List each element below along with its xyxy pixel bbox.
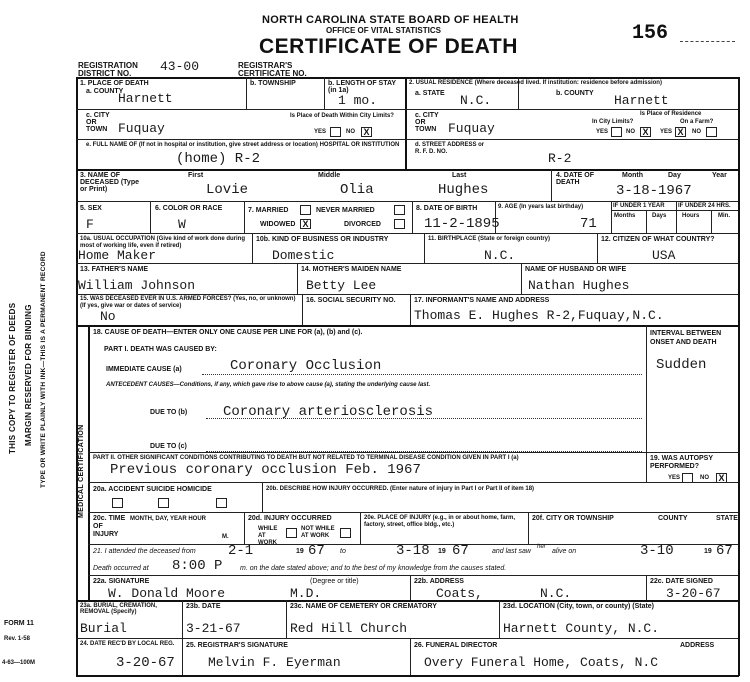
birthplace-label: 11. BIRTHPLACE (State or foreign country) <box>428 236 551 242</box>
res-farm-label: On a Farm? <box>680 119 714 125</box>
signature-label: 22a. SIGNATURE <box>93 578 150 585</box>
while-work-box[interactable] <box>286 528 297 538</box>
pod-city: Fuquay <box>118 121 165 136</box>
first-name: Lovie <box>206 182 249 198</box>
sig-address-label: 22b. ADDRESS <box>414 578 464 585</box>
degree-label: (Degree or title) <box>310 578 359 585</box>
funeral-director: Overy Funeral Home, Coats, N.C <box>424 655 659 670</box>
form-revision: Rev. 1-58 <box>4 636 30 642</box>
informant: Thomas E. Hughes R-2,Fuquay,N.C. <box>414 308 664 323</box>
res-state: N.C. <box>460 93 492 108</box>
side-margin-note: MARGIN RESERVED FOR BINDING <box>24 304 33 446</box>
color: W <box>178 217 186 232</box>
informant-label: 17. INFORMANT'S NAME AND ADDRESS <box>414 297 550 304</box>
middle-label: Middle <box>318 172 341 179</box>
antecedent-label: ANTECEDENT CAUSES—Conditions, if any, which gave rise to above cause (a), stating the underlying cause last. <box>106 382 431 388</box>
side-permanent-note: TYPE OR WRITE PLAINLY WITH INK—THIS IS A PERMANENT RECORD <box>40 251 47 488</box>
alive-date: 3-10 <box>640 543 674 559</box>
attended-to: 3-18 <box>396 543 430 559</box>
registrar: Melvin F. Eyerman <box>208 655 341 670</box>
res-no2: NO <box>692 129 701 135</box>
removal-label: 23a. BURIAL, CREMATION, REMOVAL (Specify) <box>80 603 157 615</box>
pod-hospital-label: e. FULL NAME OF (If not in hospital or institution, give street address or location) HOSPITAL OR INSTITUTION <box>86 142 400 148</box>
sig-address-state: N.C. <box>540 586 572 601</box>
reg-district-value: 43-00 <box>160 59 200 74</box>
director-label: 26. FUNERAL DIRECTOR <box>414 642 498 649</box>
res-street-label: d. STREET ADDRESS or R. F. D. NO. <box>415 142 485 155</box>
armed-forces: No <box>100 309 116 324</box>
due-c-label: DUE TO (c) <box>150 443 187 450</box>
part2-value: Previous coronary occlusion Feb. 1967 <box>110 462 421 478</box>
occurred-time: 8:00 P <box>172 558 223 574</box>
res-farm-yes-box[interactable]: X <box>675 127 686 137</box>
res-no1: NO <box>626 129 635 135</box>
injury-time-cols: MONTH, DAY, YEAR HOUR <box>130 516 207 522</box>
res-county: Harnett <box>614 93 669 108</box>
occupation-label: 10a. USUAL OCCUPATION (Give kind of work done during most of working life, even if retired) <box>80 236 246 249</box>
autopsy-yes: YES <box>668 475 681 481</box>
date-signed: 3-20-67 <box>666 586 721 601</box>
death-date: 3-18-1967 <box>616 183 692 199</box>
burial-date-label: 23b. DATE <box>186 603 221 610</box>
res-yes2: YES <box>660 129 673 135</box>
recd: 3-20-67 <box>116 655 175 671</box>
day-label: Day <box>668 172 681 179</box>
occurred-label: Death occurred at <box>93 565 149 572</box>
not-work-label: NOT WHILE AT WORK <box>301 526 335 539</box>
not-work-box[interactable] <box>340 528 351 538</box>
sex-label: 5. SEX <box>80 205 102 212</box>
res-county-label: b. COUNTY <box>556 90 594 97</box>
birth-label: 8. DATE OF BIRTH <box>416 205 478 212</box>
injury-city-label: 20f. CITY OR TOWNSHIP <box>532 515 614 522</box>
sig-address: Coats, <box>436 586 483 601</box>
interval-label: INTERVAL BETWEEN ONSET AND DEATH <box>650 330 722 346</box>
divorced-box[interactable] <box>394 219 405 229</box>
certificate-number: 156 <box>632 22 669 45</box>
immediate-label: IMMEDIATE CAUSE (a) <box>106 366 182 373</box>
to-year-prefix: 19 <box>438 548 446 555</box>
age: 71 <box>580 216 597 232</box>
first-label: First <box>188 172 204 179</box>
hours-label: Hours <box>682 213 700 219</box>
residence-label: 2. USUAL RESIDENCE (Where deceased lived. If institution: residence before admission) <box>409 80 662 86</box>
age-label: 9. AGE (In years last birthday) <box>498 204 584 210</box>
married-box[interactable] <box>300 205 311 215</box>
injury-state-label: STATE <box>716 515 738 522</box>
res-yes1: YES <box>596 129 609 135</box>
pod-length-label: b. LENGTH OF STAY (in 1a) <box>328 80 396 94</box>
medical-cert-label: MEDICAL CERTIFICATION <box>78 424 85 518</box>
injury-m-label: M. <box>222 534 229 540</box>
res-place-label: Is Place of Residence <box>640 111 702 117</box>
spouse-label: NAME OF HUSBAND OR WIFE <box>525 266 627 273</box>
date-signed-label: 22c. DATE SIGNED <box>650 578 713 585</box>
cemetery: Red Hill Church <box>290 621 408 636</box>
alive-on-label: alive on <box>552 548 577 555</box>
never-married-box[interactable] <box>394 205 405 215</box>
citizen-label: 12. CITIZEN OF WHAT COUNTRY? <box>601 236 715 243</box>
to-label: to <box>340 548 346 555</box>
month-label: Month <box>622 172 643 179</box>
part2-label: PART II. OTHER SIGNIFICANT CONDITIONS CONTRIBUTING TO DEATH BUT NOT RELATED TO TERMINAL DISEASE CONDITION GIVEN IN PART I (a) <box>93 455 519 461</box>
middle-name: Olia <box>340 182 374 198</box>
birth-date: 11-2-1895 <box>424 216 500 232</box>
occupation: Home Maker <box>78 248 157 263</box>
injury-time-label: 20c. TIME OF INJURY <box>93 515 126 538</box>
business: Domestic <box>272 248 335 263</box>
armed-forces-label: 15. WAS DECEASED EVER IN U.S. ARMED FORCES? (Yes, no, or unknown) (If yes, give war or dates of service) <box>80 296 296 309</box>
attended-label: 21. I attended the deceased from <box>93 548 196 555</box>
immediate-cause: Coronary Occlusion <box>230 358 382 374</box>
color-label: 6. COLOR OR RACE <box>155 205 223 212</box>
last-label: Last <box>452 172 467 179</box>
never-married-label: NEVER MARRIED <box>316 207 375 214</box>
part1-label: PART I. DEATH WAS CAUSED BY: <box>104 346 217 353</box>
autopsy-label: 19. WAS AUTOPSY PERFORMED? <box>650 455 713 470</box>
res-street: R-2 <box>548 151 572 166</box>
under1-label: IF UNDER 1 YEAR <box>613 203 665 209</box>
mother: Betty Lee <box>306 278 377 293</box>
under24-label: IF UNDER 24 HRS. <box>678 203 731 209</box>
side-copy-note: THIS COPY TO REGISTER OF DEEDS <box>8 302 17 454</box>
months-label: Months <box>614 213 636 219</box>
signature: W. Donald Moore <box>108 586 226 601</box>
res-city-label: c. CITY OR TOWN <box>415 112 439 133</box>
registrar-cert-label: REGISTRAR'S CERTIFICATE NO. <box>238 61 307 78</box>
suicide-box[interactable] <box>158 498 169 508</box>
pod-limits-no-box[interactable]: X <box>361 127 372 137</box>
name-label: 3. NAME OF DECEASED (Type or Print) <box>80 172 139 193</box>
res-limits-label: In City Limits? <box>592 119 634 125</box>
attended-from-year: 67 <box>308 543 325 559</box>
widowed-box[interactable]: X <box>300 219 311 229</box>
cause-label: 18. CAUSE OF DEATH—ENTER ONLY ONE CAUSE PER LINE FOR (a), (b) and (c). <box>93 329 363 336</box>
married-label: 7. MARRIED <box>248 207 289 214</box>
describe-label: 20b. DESCRIBE HOW INJURY OCCURRED. (Enter nature of injury in Part I or Part II of item 18) <box>266 486 535 492</box>
mother-label: 14. MOTHER'S MAIDEN NAME <box>301 266 402 273</box>
last-name: Hughes <box>438 182 489 198</box>
removal: Burial <box>80 621 127 636</box>
registrar-label: 25. REGISTRAR'S SIGNATURE <box>186 642 288 649</box>
pod-county: Harnett <box>118 91 173 106</box>
divorced-label: DIVORCED <box>344 221 381 228</box>
attended-to-year: 67 <box>452 543 469 559</box>
reg-district-label: REGISTRATION DISTRICT NO. <box>78 61 138 78</box>
alive-year-prefix: 19 <box>704 548 712 555</box>
year-label: Year <box>712 172 727 179</box>
pod-township-label: b. TOWNSHIP <box>250 80 296 87</box>
board-name: NORTH CAROLINA STATE BOARD OF HEALTH <box>262 14 519 26</box>
director-addr-label: ADDRESS <box>680 642 715 649</box>
office-name: OFFICE OF VITAL STATISTICS <box>326 26 441 35</box>
birthplace: N.C. <box>484 248 516 263</box>
accident-box[interactable] <box>112 498 123 508</box>
due-b: Coronary arteriosclerosis <box>223 404 434 420</box>
interval: Sudden <box>656 357 707 373</box>
father-label: 13. FATHER'S NAME <box>80 266 149 273</box>
business-label: 10b. KIND OF BUSINESS OR INDUSTRY <box>256 236 389 243</box>
burial-date: 3-21-67 <box>186 621 241 636</box>
citizen: USA <box>652 248 676 263</box>
injury-place-label: 20e. PLACE OF INJURY (e.g., in or about home, farm, factory, street, office bldg., etc.) <box>364 515 516 528</box>
last-saw-label: and last saw <box>492 548 531 555</box>
from-year-prefix: 19 <box>296 548 304 555</box>
form-number: FORM 11 <box>4 620 34 627</box>
cemetery-label: 23c. NAME OF CEMETERY OR CREMATORY <box>290 603 437 610</box>
sex: F <box>86 217 94 232</box>
widowed-label: WIDOWED <box>260 221 296 228</box>
pod-limits-label: Is Place of Death Within City Limits? <box>290 113 394 119</box>
pod-city-label: c. CITY OR TOWN <box>86 112 110 133</box>
accident-label: 20a. ACCIDENT SUICIDE HOMICIDE <box>93 486 212 493</box>
place-of-death-label: 1. PLACE OF DEATH <box>80 80 149 87</box>
days-label: Days <box>652 213 667 219</box>
recd-label: 24. DATE REC'D BY LOCAL REG. <box>80 641 175 647</box>
pod-no-label: NO <box>346 129 355 135</box>
pod-limits-yes-box[interactable] <box>330 127 341 137</box>
ssn-label: 16. SOCIAL SECURITY NO. <box>306 297 396 304</box>
degree: M.D. <box>290 586 322 601</box>
homicide-box[interactable] <box>216 498 227 508</box>
death-date-label: 4. DATE OF DEATH <box>556 172 594 186</box>
page-title: CERTIFICATE OF DEATH <box>259 35 518 58</box>
while-work-label: WHILE AT WORK <box>258 526 278 546</box>
res-city: Fuquay <box>448 121 495 136</box>
res-limits-no-box[interactable]: X <box>640 127 651 137</box>
print-code: 4-63—100M <box>2 660 36 666</box>
due-b-label: DUE TO (b) <box>150 409 188 416</box>
min-label: Min. <box>718 213 730 219</box>
autopsy-no-box[interactable]: X <box>716 473 727 483</box>
pod-hospital: (home) R-2 <box>176 151 261 167</box>
father: William Johnson <box>78 278 196 293</box>
res-limits-yes-box[interactable] <box>611 127 622 137</box>
pod-yes-label: YES <box>314 129 327 135</box>
attended-from: 2-1 <box>228 543 254 559</box>
injury-county-label: COUNTY <box>658 515 688 522</box>
location-label: 23d. LOCATION (City, town, or county) (State) <box>503 603 655 610</box>
res-state-label: a. STATE <box>415 90 445 97</box>
pod-county-label: a. COUNTY <box>86 88 124 95</box>
spouse: Nathan Hughes <box>528 278 630 293</box>
pod-length: 1 mo. <box>338 93 378 108</box>
autopsy-no: NO <box>700 475 709 481</box>
alive-year: 67 <box>716 543 733 559</box>
injury-occurred-label: 20d. INJURY OCCURRED <box>248 515 332 522</box>
occurred-suffix: m. on the date stated above; and to the best of my knowledge from the causes stated. <box>240 565 507 572</box>
res-farm-no-box[interactable] <box>706 127 717 137</box>
her-label: her <box>537 544 546 550</box>
location: Harnett County, N.C. <box>503 621 660 636</box>
